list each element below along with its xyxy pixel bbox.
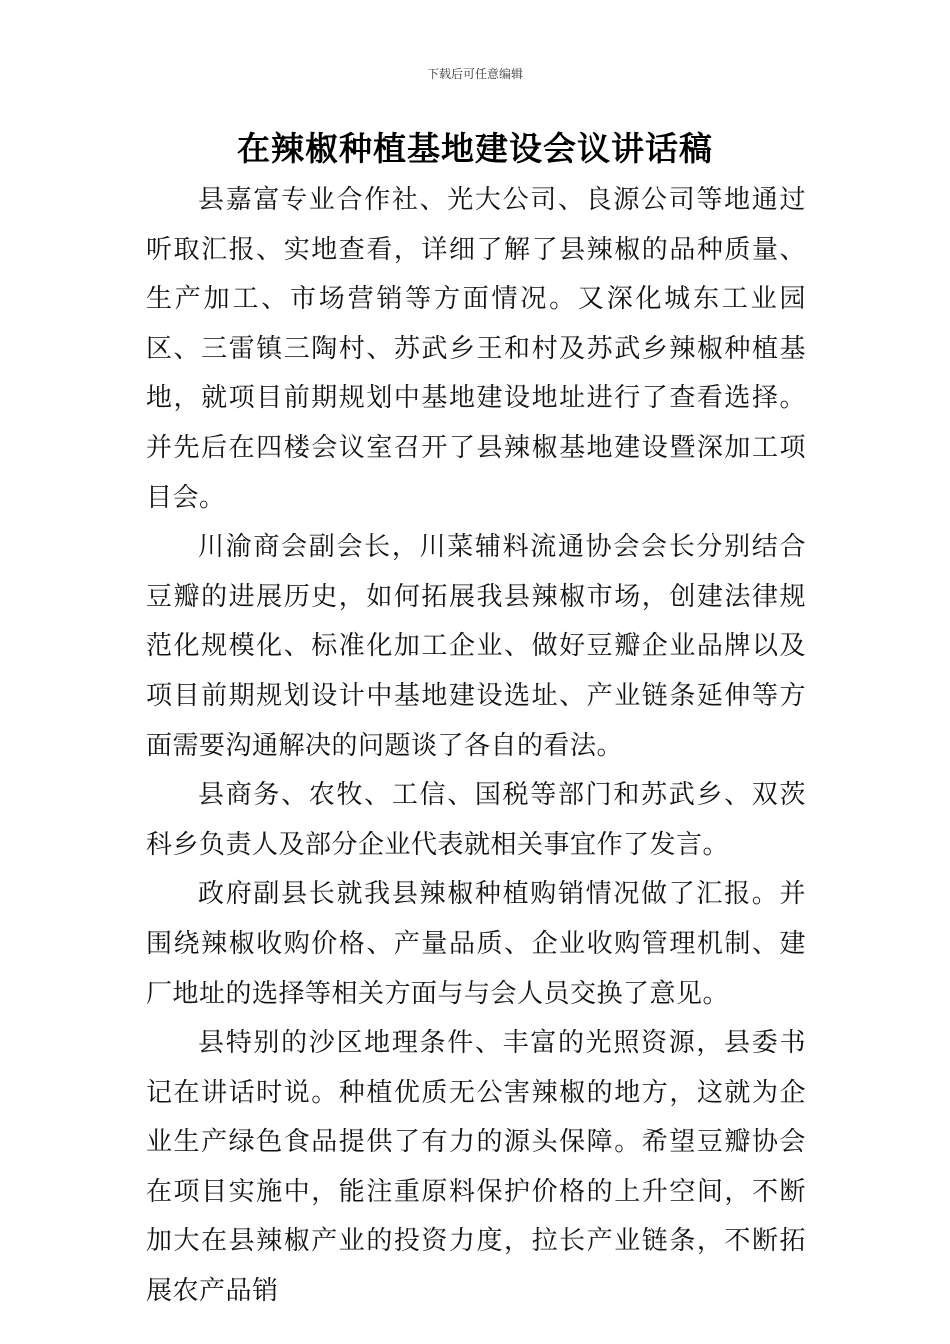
paragraph-4: 政府副县长就我县辣椒种植购销情况做了汇报。并围绕辣椒收购价格、产量品质、企业收购管理机制、建厂地址的选择等相关方面与与会人员交换了意见。 [146, 879, 806, 1009]
document-title: 在辣椒种植基地建设会议讲话稿 [237, 129, 713, 168]
document-body [146, 176, 806, 1317]
header-note: 下载后可任意编辑 [426, 67, 523, 81]
paragraph-3: 县商务、农牧、工信、国税等部门和苏武乡、双茨科乡负责人及部分企业代表就相关事宜作了发言。 [146, 780, 806, 860]
paragraph-5: 县特别的沙区地理条件、丰富的光照资源，县委书记在讲话时说。种植优质无公害辣椒的地方，这就为企业生产绿色食品提供了有力的源头保障。希望豆瓣协会在项目实施中，能注重原料保护价格的上升空间，不断加大在县辣椒产业的投资力度，拉长产业链条，不断拓展农产品销 [146, 1028, 806, 1307]
paragraph-2: 川渝商会副会长，川菜辅料流通协会会长分别结合豆瓣的进展历史，如何拓展我县辣椒市场，创建法律规范化规模化、标准化加工企业、做好豆瓣企业品牌以及项目前期规划设计中基地建设选址、产业链条延伸等方面需要沟通解决的问题谈了各自的看法。 [146, 532, 806, 761]
paragraph-1: 县嘉富专业合作社、光大公司、良源公司等地通过听取汇报、实地查看，详细了解了县辣椒的品种质量、生产加工、市场营销等方面情况。又深化城东工业园区、三雷镇三陶村、苏武乡王和村及苏武乡辣椒种植基地，就项目前期规划中基地建设地址进行了查看选择。并先后在四楼会议室召开了县辣椒基地建设暨深加工项目会。 [146, 185, 806, 513]
